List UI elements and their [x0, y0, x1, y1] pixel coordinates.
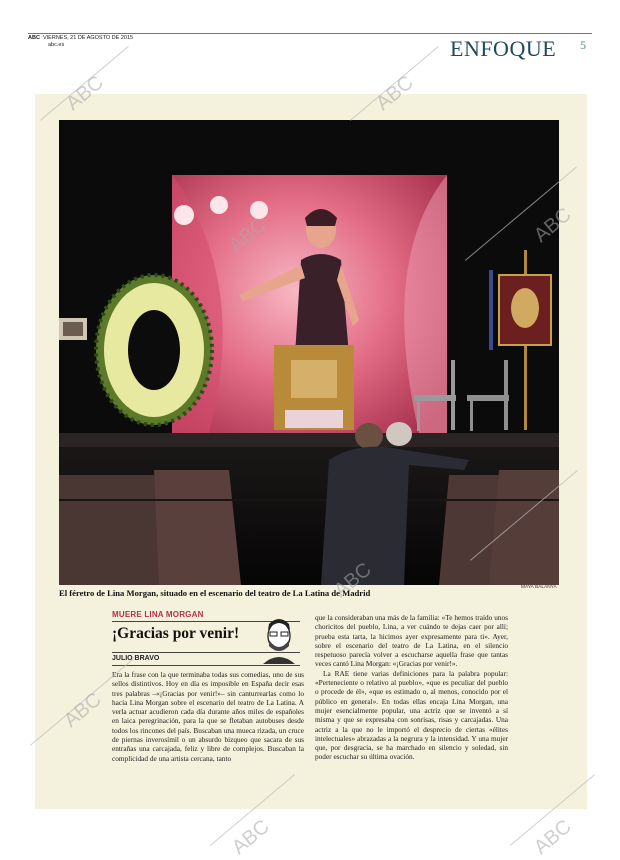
watermark-logo: ABC: [530, 203, 576, 247]
photo-credit: MAYA BALANYA: [521, 585, 557, 590]
photo-caption: El féretro de Lina Morgan, situado en el escenario del teatro de La Latina de Madrid: [59, 588, 371, 598]
column-1-text: Era la frase con la que terminaba todas sus comedias, uno de sus sellos distintivos. Hoy en día es imposible en España decir esas tres palabras –«¡Gracias por venir!»– sin canturrearlas como lo hacía Lina Morgan sobre el escenario del teatro de La Latina. A verla actuar acudieron cada día durante años miles de españoles en laica peregrinación, para la que se fletaban autobuses desde todos los rincones del país. Buscaban una mueca rizada, un cruce de piernas inverosímil o un absurdo bizqueo que sacara de sus entrañas una carcajada, feliz y libre de complejos. Buscaban la complicidad de una artista cercana, tanto: [112, 670, 304, 763]
watermark-logo: ABC: [330, 558, 376, 602]
brand-name: ABC: [28, 35, 40, 41]
article-column-1: [112, 670, 304, 763]
funeral-photo: [59, 120, 559, 585]
header-date: VIERNES, 21 DE AGOSTO DE 2015: [42, 35, 134, 41]
header-info: [28, 35, 133, 49]
watermark-logo: ABC: [60, 688, 106, 732]
watermark-logo: ABC: [228, 815, 274, 859]
column-2-paragraph-1: que la consideraban una más de la familia: «Te hemos traído unos choricitos del pueblo, Lina, a ver cuándo te dejas caer por allí; prueba esta tarta, la hicimos ayer expresamente para ti». Ayer, sobre el escenario del teatro de La Latina, en el silencio respetuoso parecía volver a escucharse aquella frase que tantas veces cantó Lina Morgan: «¡Gracias por venir!».: [315, 613, 508, 669]
watermark-logo: ABC: [530, 815, 576, 859]
header-rule: [28, 33, 592, 34]
section-title: ENFOQUE: [450, 36, 557, 61]
page-number: 5: [580, 38, 586, 52]
watermark-logo: ABC: [62, 71, 108, 115]
author-rule: [112, 665, 300, 666]
watermark-logo: ABC: [225, 213, 271, 257]
article-kicker: MUERE LINA MORGAN: [112, 610, 204, 619]
article-author: JULIO BRAVO: [112, 655, 160, 662]
watermark-logo: ABC: [372, 71, 418, 115]
article-column-2: [315, 613, 508, 762]
column-2-paragraph-2: La RAE tiene varias definiciones para la palabra popular: «Perteneciente o relativo al pueblo», «que es peculiar del pueblo o procede de él», «que es estimado o, al menos, conocido por el público en general». En todas ellas encaja Lina Morgan, una mujer esencialmente popular, una actriz que se inventó a sí misma y que se expresaba con sonrisas, risas y carcajadas. Una actriz a la que no le importó el desprecio de ciertas «élites intelectuales» abrazadas a la negrura y la intensidad. Y una mujer que, por desgracia, se ha marchado en silencio y soledad, sin poder escuchar su última ovación.: [315, 668, 508, 762]
header-site: abc.es: [48, 42, 65, 48]
author-portrait: [259, 612, 299, 664]
article-title: ¡Gracias por venir!: [112, 625, 240, 642]
